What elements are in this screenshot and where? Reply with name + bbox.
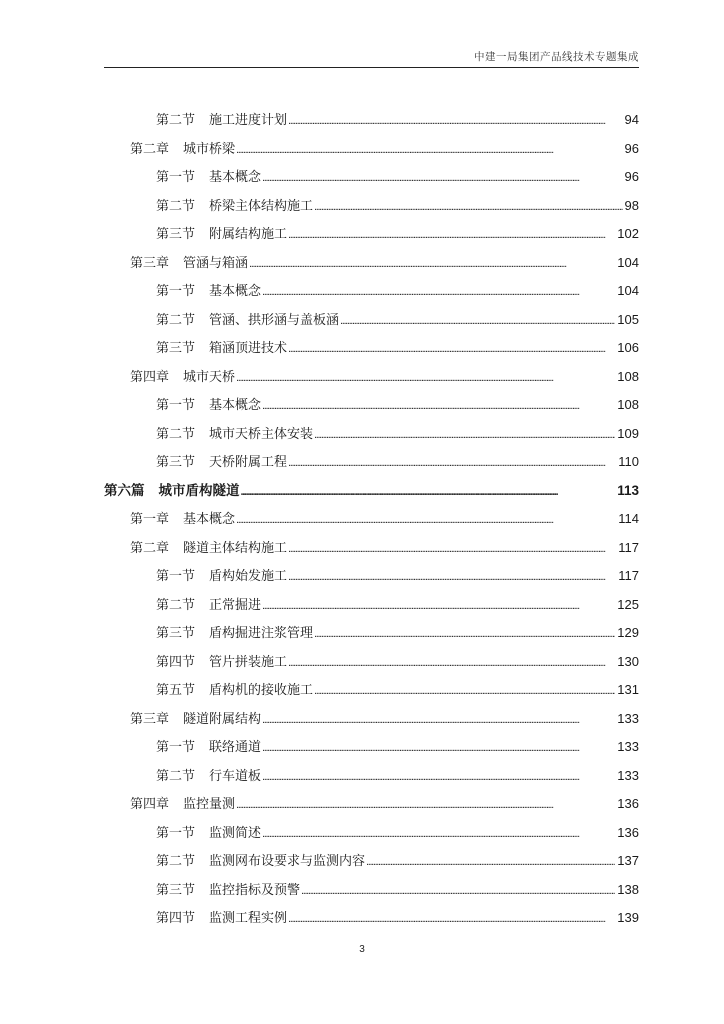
toc-entry-title: 基本概念 — [209, 398, 262, 413]
dot-leader — [262, 824, 615, 844]
toc-entry-page: 105 — [617, 311, 639, 327]
toc-entry-number: 第一节 — [156, 740, 196, 755]
dot-leader — [288, 909, 615, 929]
dot-leader — [288, 567, 616, 587]
toc-entry-title: 城市天桥主体安装 — [209, 426, 314, 442]
toc-entry-page: 113 — [617, 482, 639, 498]
toc-entry-number: 第一节 — [156, 398, 196, 413]
toc-entry-page: 117 — [618, 568, 639, 583]
toc-entry-page: 96 — [624, 169, 639, 184]
toc-entry-page: 136 — [617, 796, 639, 811]
toc-entry-number: 第三节 — [156, 455, 196, 470]
dot-leader — [262, 168, 623, 188]
toc-entry-number: 第三节 — [156, 227, 196, 242]
dot-leader — [236, 140, 623, 160]
toc-entry-title: 监测网布设要求与监测内容 — [209, 854, 366, 869]
toc-entry-title: 附属结构施工 — [209, 227, 288, 242]
toc-entry-title: 基本概念 — [209, 170, 262, 185]
toc-entry-page: 114 — [618, 511, 639, 526]
dot-leader — [340, 311, 615, 331]
toc-entry-number: 第二节 — [156, 113, 196, 128]
toc-entry-section[interactable] — [156, 908, 639, 928]
toc-entry-number: 第三节 — [156, 882, 196, 898]
toc-entry-chapter[interactable] — [130, 509, 639, 529]
toc-entry-page: 102 — [617, 226, 639, 241]
toc-entry-section[interactable] — [156, 623, 639, 643]
toc-entry-section[interactable] — [156, 310, 639, 330]
toc-entry-number: 第五节 — [156, 683, 196, 698]
toc-entry-title: 天桥附属工程 — [209, 455, 288, 470]
toc-entry-title: 隧道主体结构施工 — [183, 540, 288, 556]
dot-leader — [288, 339, 615, 359]
page-number: 3 — [359, 944, 365, 955]
toc-entry-chapter[interactable] — [130, 538, 639, 558]
toc-entry-page: 131 — [617, 682, 639, 697]
toc-entry-title: 基本概念 — [183, 512, 236, 527]
toc-entry-page: 110 — [618, 454, 639, 469]
running-header — [104, 50, 639, 68]
toc-entry-section[interactable] — [156, 167, 639, 187]
toc-entry-page: 130 — [617, 653, 639, 669]
toc-entry-title: 基本概念 — [209, 284, 262, 299]
toc-entry-section[interactable] — [156, 851, 639, 871]
toc-entry-part[interactable] — [104, 481, 639, 501]
toc-entry-page: 108 — [617, 368, 639, 384]
toc-entry-title: 桥梁主体结构施工 — [209, 198, 314, 214]
dot-leader — [314, 681, 615, 701]
toc-entry-chapter[interactable] — [130, 367, 639, 387]
dot-leader — [262, 282, 615, 302]
toc-entry-section[interactable] — [156, 766, 639, 786]
dot-leader — [301, 881, 615, 901]
toc-entry-chapter[interactable] — [130, 709, 639, 729]
dot-leader — [262, 596, 615, 616]
toc-entry-number: 第三章 — [130, 711, 170, 727]
toc-entry-title: 城市盾构隧道 — [158, 482, 240, 499]
toc-entry-page: 109 — [617, 425, 639, 441]
toc-entry-number: 第二章 — [130, 141, 170, 157]
toc-entry-section[interactable] — [156, 595, 639, 615]
toc-entry-number: 第四节 — [156, 911, 196, 926]
toc-entry-section[interactable] — [156, 196, 639, 216]
toc-entry-section[interactable] — [156, 652, 639, 672]
toc-entry-section[interactable] — [156, 680, 639, 700]
toc-entry-number: 第四章 — [130, 797, 170, 812]
toc-entry-page: 94 — [624, 112, 639, 127]
toc-entry-page: 133 — [617, 710, 639, 726]
toc-entry-title: 盾构掘进注浆管理 — [209, 626, 314, 641]
toc-entry-page: 133 — [617, 767, 639, 783]
toc-entry-page: 96 — [624, 140, 639, 156]
toc-entry-title: 正常掘进 — [209, 597, 262, 613]
toc-entry-number: 第六篇 — [104, 482, 145, 499]
toc-entry-section[interactable] — [156, 338, 639, 358]
toc-entry-number: 第二章 — [130, 540, 170, 556]
dot-leader — [314, 624, 615, 644]
toc-entry-title: 城市天桥 — [183, 369, 236, 385]
toc-entry-number: 第三节 — [156, 626, 196, 641]
toc-entry-section[interactable] — [156, 823, 639, 843]
dot-leader — [262, 396, 615, 416]
toc-entry-section[interactable] — [156, 281, 639, 301]
toc-entry-number: 第一节 — [156, 170, 196, 185]
toc-entry-title: 盾构机的接收施工 — [209, 683, 314, 698]
dot-leader — [314, 197, 623, 217]
dot-leader — [236, 795, 615, 815]
toc-entry-section[interactable] — [156, 452, 639, 472]
toc-entry-section[interactable] — [156, 395, 639, 415]
toc-entry-page: 98 — [624, 197, 639, 213]
toc-entry-page: 129 — [617, 625, 639, 640]
toc-entry-number: 第一节 — [156, 825, 196, 841]
toc-entry-page: 137 — [617, 853, 639, 868]
toc-entry-number: 第一节 — [156, 569, 196, 584]
toc-entry-title: 箱涵顶进技术 — [209, 341, 288, 356]
toc-entry-title: 监测工程实例 — [209, 911, 288, 926]
dot-leader — [288, 539, 616, 559]
toc-entry-title: 监测简述 — [209, 825, 262, 841]
toc-entry-title: 盾构始发施工 — [209, 569, 288, 584]
dot-leader — [262, 710, 615, 730]
toc-entry-page: 108 — [617, 397, 639, 412]
toc-entry-section[interactable] — [156, 566, 639, 586]
toc-entry-title: 城市桥梁 — [183, 141, 236, 157]
toc-entry-number: 第二节 — [156, 854, 196, 869]
dot-leader — [288, 653, 615, 673]
dot-leader — [288, 453, 616, 473]
toc-entry-section[interactable] — [156, 737, 639, 757]
toc-entry-title: 行车道板 — [209, 768, 262, 784]
toc-entry-page: 117 — [618, 539, 639, 555]
toc-entry-number: 第二节 — [156, 312, 196, 328]
toc-entry-title: 管涵与箱涵 — [183, 255, 249, 271]
toc-entry-page: 133 — [617, 739, 639, 754]
toc-entry-section[interactable] — [156, 880, 639, 900]
toc-entry-title: 隧道附属结构 — [183, 711, 262, 727]
toc-entry-title: 管片拼装施工 — [209, 654, 288, 670]
toc-entry-number: 第一章 — [130, 512, 170, 527]
toc-entry-number: 第二节 — [156, 426, 196, 442]
dot-leader — [288, 225, 615, 245]
toc-entry-page: 138 — [617, 881, 639, 897]
toc-entry-section[interactable] — [156, 110, 639, 130]
toc-entry-number: 第一节 — [156, 284, 196, 299]
toc-entry-page: 139 — [617, 910, 639, 925]
header-title: 中建一局集团产品线技术专题集成 — [474, 51, 639, 63]
toc-entry-page: 136 — [617, 824, 639, 840]
toc-entry-section[interactable] — [156, 424, 639, 444]
toc-entry-chapter[interactable] — [130, 253, 639, 273]
toc-entry-title: 监控指标及预警 — [209, 882, 301, 898]
dot-leader — [314, 425, 615, 445]
dot-leader — [236, 510, 616, 530]
dot-leader — [241, 481, 616, 502]
toc-entry-number: 第三章 — [130, 255, 170, 271]
toc-entry-title: 管涵、拱形涵与盖板涵 — [209, 312, 340, 328]
toc-entry-number: 第四节 — [156, 654, 196, 670]
toc-entry-chapter[interactable] — [130, 794, 639, 814]
toc-entry-number: 第二节 — [156, 597, 196, 613]
toc-entry-number: 第二节 — [156, 768, 196, 784]
toc-entry-page: 104 — [617, 283, 639, 298]
toc-entry-title: 施工进度计划 — [209, 113, 288, 128]
toc-entry-page: 104 — [617, 254, 639, 270]
toc-entry-title: 联络通道 — [209, 740, 262, 755]
toc-entry-section[interactable] — [156, 224, 639, 244]
toc-entry-number: 第二节 — [156, 198, 196, 214]
toc-entry-number: 第三节 — [156, 341, 196, 356]
toc-entry-title: 监控量测 — [183, 797, 236, 812]
toc-entry-page: 106 — [617, 340, 639, 355]
dot-leader — [288, 111, 623, 131]
toc-entry-number: 第四章 — [130, 369, 170, 385]
dot-leader — [236, 368, 615, 388]
toc-entry-page: 125 — [617, 596, 639, 612]
toc-entry-chapter[interactable] — [130, 139, 639, 159]
dot-leader — [249, 254, 615, 274]
dot-leader — [262, 767, 615, 787]
dot-leader — [262, 738, 615, 758]
dot-leader — [366, 852, 615, 872]
